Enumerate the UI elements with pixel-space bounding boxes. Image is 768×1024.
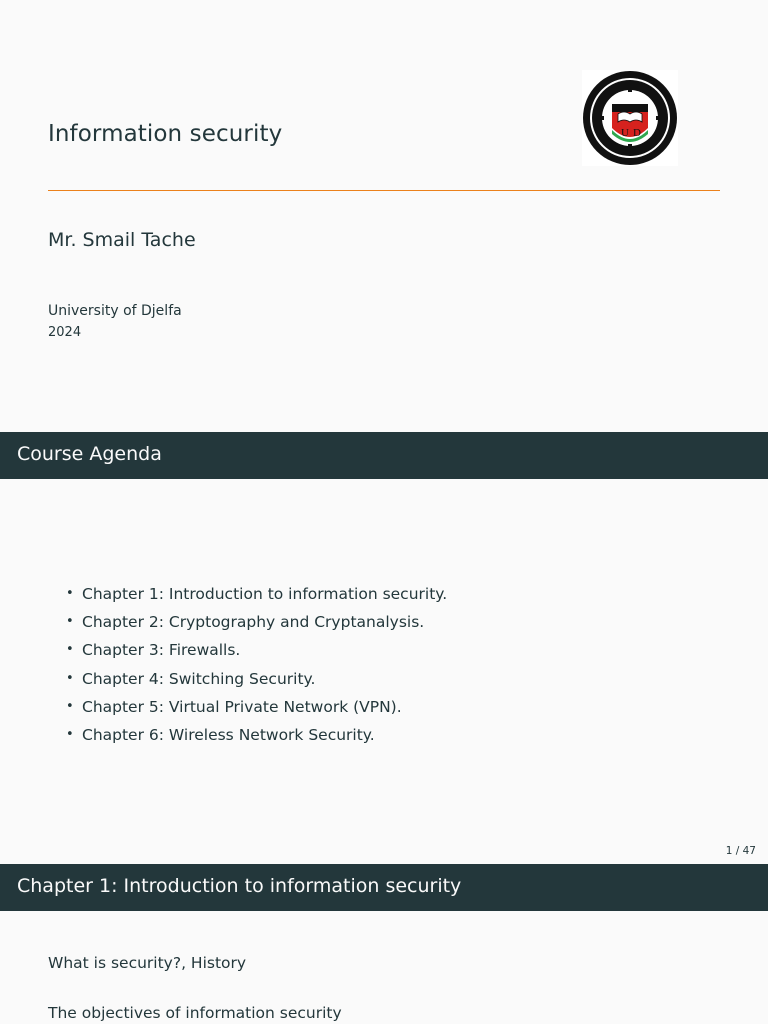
agenda-item-text: Chapter 2: Cryptography and Cryptanalysis.: [82, 613, 425, 632]
agenda-item-text: Chapter 5: Virtual Private Network (VPN).: [82, 697, 402, 716]
bullet-icon: •: [66, 642, 74, 658]
agenda-item-text: Chapter 1: Introduction to information security.: [82, 585, 448, 603]
page-number: 1 / 47: [725, 845, 756, 857]
agenda-item: [66, 668, 447, 696]
agenda-item: [66, 611, 447, 639]
agenda-frame-title: Course Agenda: [17, 443, 162, 465]
agenda-item: [66, 639, 447, 667]
agenda-item-text: Chapter 6: Wireless Network Security.: [82, 725, 375, 744]
chapter-frame-header: [0, 864, 768, 911]
title-slide: [0, 0, 768, 432]
title-divider: [48, 190, 720, 191]
logo-letter-u: U: [621, 127, 629, 139]
presentation-date: 2024: [48, 325, 82, 340]
university-of-djelfa-logo-icon: [582, 70, 678, 166]
bullet-icon: •: [66, 726, 74, 742]
agenda-item: [66, 583, 447, 611]
agenda-frame-header: [0, 432, 768, 479]
agenda-item: [66, 696, 447, 724]
agenda-item: [66, 724, 447, 752]
bullet-icon: •: [66, 586, 74, 601]
bullet-icon: •: [66, 614, 74, 630]
agenda-item-text: Chapter 3: Firewalls.: [82, 641, 241, 660]
institute-name: University of Djelfa: [48, 303, 182, 319]
chapter-frame-title: Chapter 1: Introduction to information security: [17, 875, 462, 897]
bullet-icon: •: [66, 698, 74, 714]
presentation-title: Information security: [48, 121, 283, 147]
chapter-topic: What is security?, History: [48, 954, 247, 972]
agenda-list: [66, 583, 447, 752]
logo-letter-d: D: [633, 127, 641, 139]
agenda-item-text: Chapter 4: Switching Security.: [82, 669, 316, 688]
bullet-icon: •: [66, 670, 74, 686]
chapter-topic: The objectives of information security: [48, 1004, 342, 1022]
author-name: Mr. Smail Tache: [48, 229, 196, 251]
